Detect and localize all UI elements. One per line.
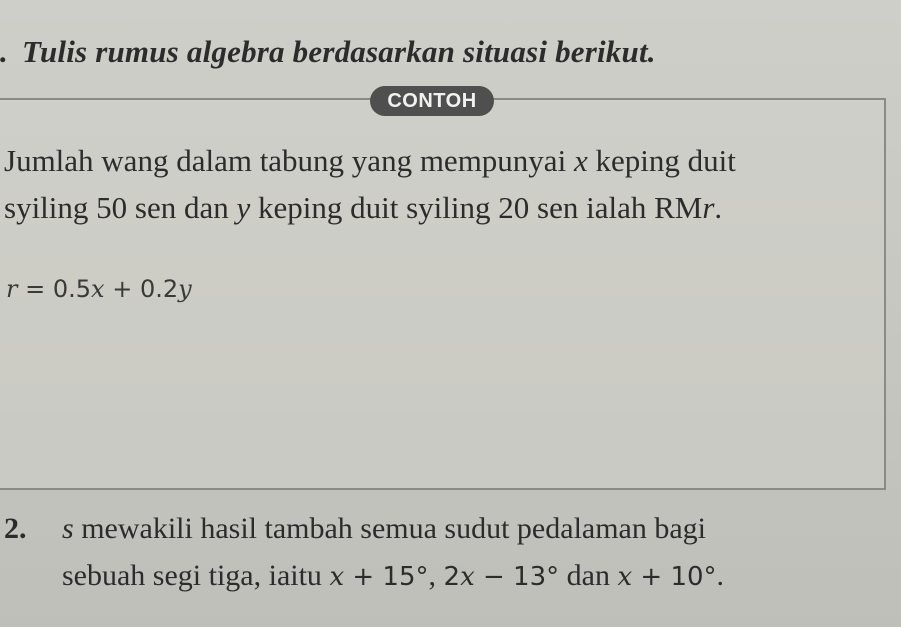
expr-term: + 10° xyxy=(632,562,717,592)
expr-variable: x xyxy=(460,562,475,592)
angle-expression-1 xyxy=(329,562,428,592)
formula-variable: y xyxy=(178,275,192,303)
question-text: sebuah segi tiga, iaitu xyxy=(62,559,322,592)
question-text: mewakili hasil tambah semua sudut pedalaman bagi xyxy=(81,512,707,545)
formula-term: + 0.2 xyxy=(104,275,179,303)
exercise-number: . xyxy=(0,34,8,69)
expr-term: − 13° xyxy=(474,562,560,592)
example-line-1 xyxy=(4,137,884,184)
separator: , xyxy=(428,559,444,592)
expr-coefficient: 2 xyxy=(443,562,461,592)
variable-r: r xyxy=(702,190,715,225)
expr-variable: x xyxy=(617,562,633,592)
variable-y: y xyxy=(236,190,251,225)
exercise-instruction: Tulis rumus algebra berdasarkan situasi berikut. xyxy=(21,34,656,69)
question-2-line-1 xyxy=(4,505,724,552)
example-line-2 xyxy=(4,184,884,231)
example-text-segment: keping duit xyxy=(595,143,736,178)
formula-term: = 0.5 xyxy=(17,275,92,303)
example-text-segment: keping duit syiling 20 sen ialah RM xyxy=(258,190,703,225)
example-text-segment: Jumlah wang dalam tabung yang mempunyai xyxy=(4,143,567,178)
conjunction-dan: dan xyxy=(566,559,610,592)
question-2 xyxy=(4,505,724,601)
example-formula xyxy=(6,275,192,303)
sentence-end: . xyxy=(716,559,725,592)
expr-term: + 15° xyxy=(344,562,429,592)
expr-variable: x xyxy=(329,562,345,592)
formula-lhs: r xyxy=(6,275,18,303)
contoh-badge: CONTOH xyxy=(370,86,494,116)
formula-variable: x xyxy=(91,275,105,303)
example-text-segment: . xyxy=(714,190,723,225)
question-number: 2. xyxy=(4,512,27,545)
variable-x: x xyxy=(573,143,588,178)
exercise-heading xyxy=(0,34,656,70)
example-text-segment: syiling 50 sen dan xyxy=(4,190,229,225)
example-statement xyxy=(4,137,884,231)
question-2-line-2 xyxy=(4,552,724,601)
variable-s: s xyxy=(62,512,74,545)
angle-expression-2 xyxy=(444,562,560,592)
angle-expression-3 xyxy=(617,562,716,592)
